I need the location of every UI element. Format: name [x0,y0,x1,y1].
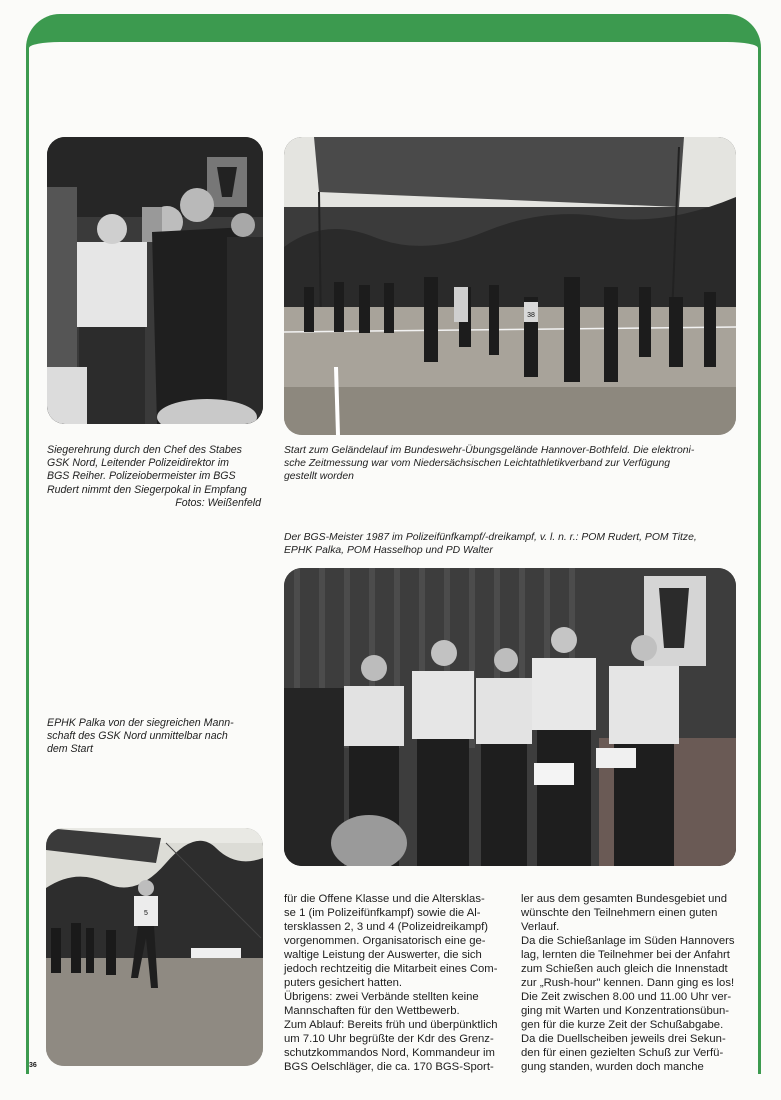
article-line: Die Zeit zwischen 8.00 und 11.00 Uhr ver- [521,991,732,1003]
start-run-photo [284,137,736,435]
article-column-2 [521,892,738,1074]
runner-photo [46,828,263,1066]
start-caption-line: sche Zeitmessung war vom Niedersächsischen Leichtathletikverband zur Verfügung [284,458,670,470]
article-line: Da die Duellscheiben jeweils drei Sekun- [521,1033,726,1045]
article-line: gen für die kurze Zeit der Schußabgabe. [521,1019,724,1031]
award-caption-line: BGS Reiher. Polizeiobermeister im BGS [47,470,236,483]
article-line: zur „Rush-hour" kennen. Dann ging es los! [521,977,735,989]
award-caption-line: Siegerehrung durch den Chef des Stabes [47,444,242,456]
article-line: Mannschaften für den Wettbewerb. [284,1005,460,1017]
article-line: für die Offene Klasse und die Altersklas- [284,893,485,905]
start-caption [284,444,740,484]
article-line: schutzkommandos Nord, Kommandeur im [284,1047,495,1059]
award-caption [47,444,261,510]
article-line: zum Schießen auch gleich die Innenstadt [521,963,728,975]
article-line: se 1 (im Polizeifünfkampf) sowie die Al- [284,907,481,919]
article-line: vorgenommen. Organisatorisch eine ge- [284,935,486,947]
article-line: Übrigens: zwei Verbände stellten keine [284,991,479,1003]
team-caption-line: Der BGS-Meister 1987 im Polizeifünfkampf/-dreikampf, v. l. n. r.: POM Rudert, POM Titze, [284,532,697,543]
article-line: um 7.10 Uhr begrüßte der Kdr des Grenz- [284,1033,494,1045]
article-line: gung standen, wurden doch manche [521,1061,704,1073]
article-line: puters gesichert hatten. [284,977,403,989]
article-line: ging mit Warten und Konzentrationsübun- [521,1005,730,1017]
article-line: BGS Oelschläger, die ca. 170 BGS-Sport- [284,1061,494,1073]
runner-bib-label: 38 [527,312,535,319]
article-line: Da die Schießanlage im Süden Hannovers [521,935,735,947]
article-line: lag, lernten die Teilnehmer bei der Anfahrt [521,949,730,961]
award-caption-line: Rudert nimmt den Siegerpokal in Empfang [47,483,247,496]
team-caption [284,531,740,557]
article-line: tersklassen 2, 3 und 4 (Polizeidreikampf) [284,921,489,933]
award-caption-line: GSK Nord, Leitender Polizeidirektor im [47,457,229,470]
article-line: den für einen gezielten Schuß zur Verfü- [521,1047,724,1059]
team-caption-line: EPHK Palka, POM Hasselhop und PD Walter [284,545,493,557]
page-number: 36 [29,1062,37,1069]
article-column-1 [284,892,502,1074]
start-caption-line: Start zum Geländelauf im Bundeswehr-Übungsgelände Hannover-Bothfeld. Die elektroni- [284,445,695,456]
start-caption-line: gestellt worden [284,471,354,483]
runner-caption-line: schaft des GSK Nord unmittelbar nach [47,730,228,743]
photo-credit: Fotos: Weißenfeld [175,496,261,509]
runner-caption-line: dem Start [47,743,93,756]
article-line: Zum Ablauf: Bereits früh und überpünktlich [284,1019,498,1031]
article-line: waltige Leistung der Auswerter, die sich [284,949,482,961]
article-line: wünschte den Teilnehmern einen guten [521,907,718,919]
team-photo [284,568,736,866]
award-ceremony-photo [47,137,263,424]
article-line: jedoch rechtzeitig die Mitarbeit eines Com- [284,963,498,975]
runner-caption-line: EPHK Palka von der siegreichen Mann- [47,717,234,729]
article-line: ler aus dem gesamten Bundesgebiet und [521,893,727,905]
runner-number-label: 5 [144,910,148,917]
article-line: Verlauf. [521,921,560,933]
runner-caption [47,717,261,757]
